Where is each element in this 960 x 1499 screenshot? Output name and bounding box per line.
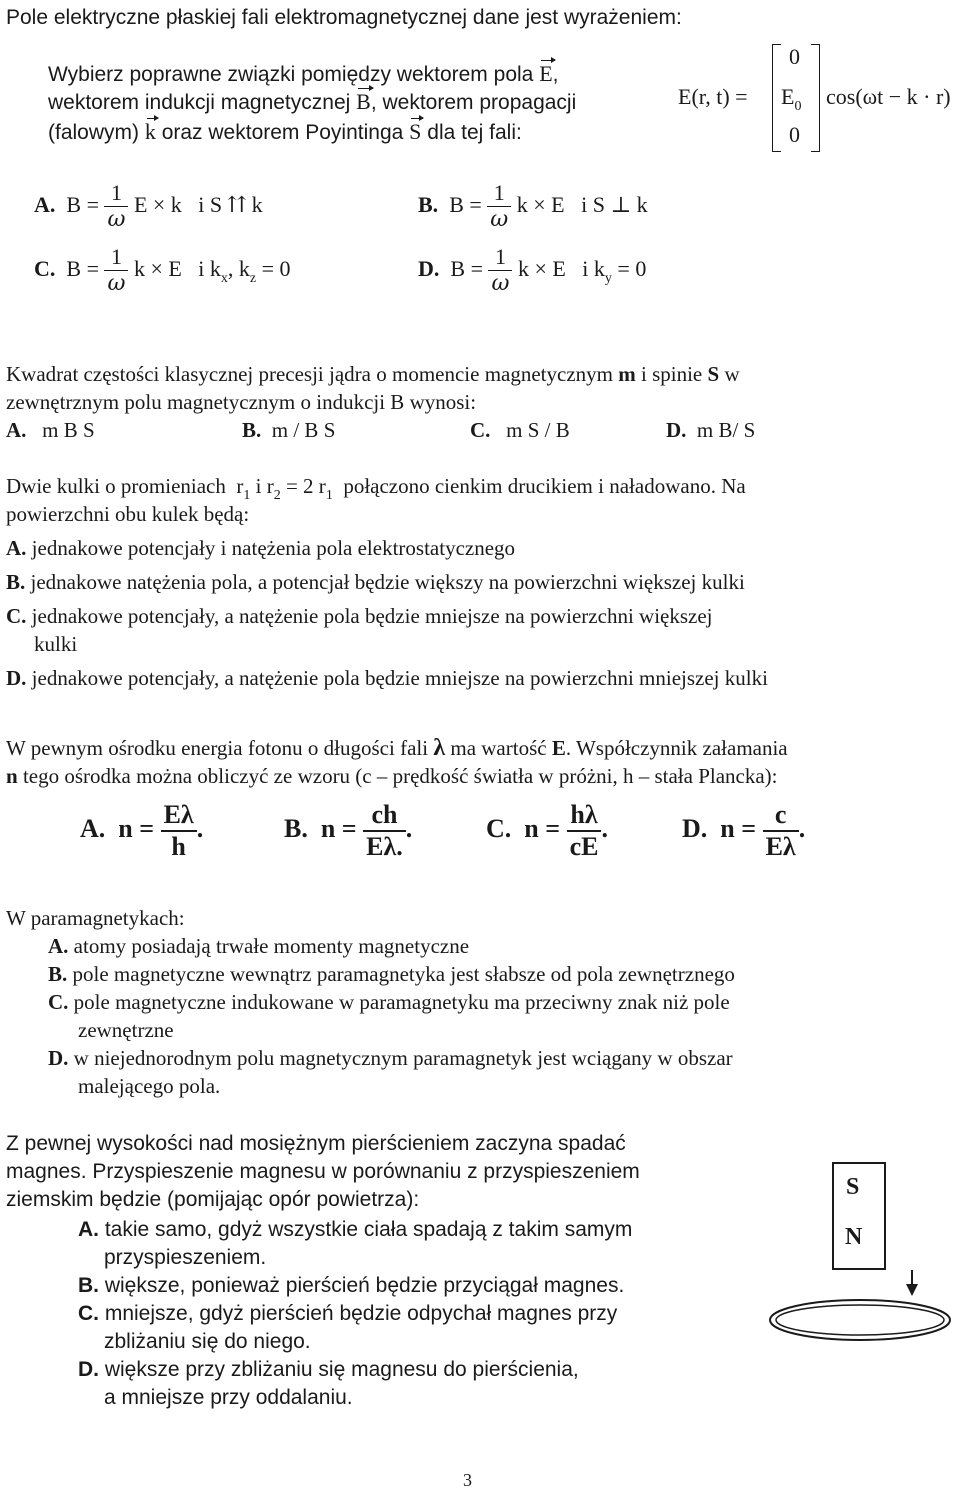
q5-option-c: C. pole magnetyczne indukowane w paramagnetyku ma przeciwny znak niż pole xyxy=(48,990,730,1014)
q4-line-1: W pewnym ośrodku energia fotonu o długości fali λ ma wartość E. Współczynnik załamania xyxy=(6,735,788,761)
magnet-pole-top: S xyxy=(846,1174,860,1200)
q6-option-c-cont: zbliżaniu się do niego. xyxy=(104,1330,311,1353)
ring-outer xyxy=(770,1300,950,1340)
q1-heading: Pole elektryczne płaskiej fali elektromagnetycznej dane jest wyrażeniem: xyxy=(6,6,682,29)
q1-option-d: D. B = $\frac{1}{\omega}$ k × E i $k_y = 0$ xyxy=(418,244,647,296)
matrix-entry-1: 0 xyxy=(789,44,800,69)
q6-line-3: ziemskim będzie (pomijając opór powietrza): xyxy=(6,1188,420,1211)
q5-heading: W paramagnetykach: xyxy=(6,906,185,930)
q4-option-d: D. n = $\frac{c}{E\lambda}$ . xyxy=(682,800,806,861)
q3-line-2: powierzchni obu kulek będą: xyxy=(6,502,250,526)
formula-lhs: E(r, t) = xyxy=(678,84,748,109)
q6-line-2: magnes. Przyspieszenie magnesu w porównaniu z przyspieszeniem xyxy=(6,1160,640,1183)
matrix-entry-2: $E_0$ xyxy=(781,84,802,114)
q4-line-2: n tego ośrodka można obliczyć ze wzoru (c – prędkość światła w próżni, h – stała Plancka): xyxy=(6,764,778,788)
q6-option-a: A. takie samo, gdyż wszystkie ciała spadają z takim samym xyxy=(78,1218,633,1241)
q3-option-c: C. jednakowe potencjały, a natężenie pola będzie mniejsze na powierzchni większej xyxy=(6,604,713,628)
q3-option-c-cont: kulki xyxy=(34,632,78,656)
q6-option-d: D. większe przy zbliżaniu się magnesu do pierścienia, xyxy=(78,1358,579,1381)
drop-arrow-head xyxy=(906,1284,918,1296)
q2-option-a: A. m B S xyxy=(6,418,95,442)
q1-option-b: B. B = $\frac{1}{\omega}$ k × E i S ⊥ k xyxy=(418,180,648,232)
ring-inner xyxy=(776,1305,944,1335)
q6-option-d-cont: a mniejsze przy oddalaniu. xyxy=(104,1386,353,1409)
q3-option-a: A. jednakowe potencjały i natężenia pola elektrostatycznego xyxy=(6,536,516,560)
formula-rhs: cos(ωt − k · r) xyxy=(826,84,951,109)
q6-option-c: C. mniejsze, gdyż pierścień będzie odpychał magnes przy xyxy=(78,1302,618,1325)
q6-option-a-cont: przyspieszeniem. xyxy=(104,1246,267,1269)
q5-option-b: B. pole magnetyczne wewnątrz paramagnetyka jest słabsze od pola zewnętrznego xyxy=(48,962,735,986)
q1-option-c: C. B = $\frac{1}{\omega}$ k × E i $k_x$, $k_z = 0$ xyxy=(34,244,291,296)
q6-option-b: B. większe, ponieważ pierścień będzie przyciągał magnes. xyxy=(78,1274,625,1297)
q4-option-a: A. n = $\frac{E\lambda}{h}$ . xyxy=(80,800,204,861)
q3-line-1: Dwie kulki o promieniach $r_1$ i $r_2 = 2$ $r_1$ połączono cienkim drucikiem i naładowano. Na xyxy=(6,474,746,503)
q2-option-d: D. m B/ S xyxy=(666,418,756,442)
q4-option-c: C. n = $\frac{h\lambda}{cE}$ . xyxy=(486,800,608,861)
q4-option-b: B. n = $\frac{ch}{E\lambda.}$ . xyxy=(284,800,413,861)
vector-B: B xyxy=(356,89,371,114)
vector-k: k xyxy=(144,119,156,144)
magnet-ring-svg xyxy=(760,1270,960,1350)
q3-option-b: B. jednakowe natężenia pola, a potencjał będzie większy na powierzchni większej kulki xyxy=(6,570,745,594)
q2-option-c: C. m S / B xyxy=(470,418,570,442)
q1-line-2: wektorem indukcji magnetycznej B, wektorem propagacji xyxy=(48,89,577,114)
q5-option-c-cont: zewnętrzne xyxy=(78,1018,174,1042)
q2-line-1: Kwadrat częstości klasycznej precesji jądra o momencie magnetycznym m i spinie S w xyxy=(6,362,740,386)
q5-option-d: D. w niejednorodnym polu magnetycznym paramagnetyk jest wciągany w obszar xyxy=(48,1046,733,1070)
q1-option-a: A. B = $\frac{1}{\omega}$ E × k i S ⇈ k xyxy=(34,180,263,232)
formula-matrix xyxy=(772,44,820,152)
q5-option-d-cont: malejącego pola. xyxy=(78,1074,221,1098)
magnet-pole-bottom: N xyxy=(845,1224,863,1250)
q6-line-1: Z pewnej wysokości nad mosiężnym pierścieniem zaczyna spadać xyxy=(6,1132,626,1155)
q1-line-3: (falowym) k oraz wektorem Poyintinga S dla tej fali: xyxy=(48,119,522,144)
q2-line-2: zewnętrznym polu magnetycznym o indukcji B wynosi: xyxy=(6,390,477,414)
matrix-entry-3: 0 xyxy=(789,122,800,147)
vector-S: S xyxy=(409,119,422,144)
q5-option-a: A. atomy posiadają trwałe momenty magnetyczne xyxy=(48,934,470,958)
q2-option-b: B. m / B S xyxy=(242,418,336,442)
page-number: 3 xyxy=(463,1470,472,1490)
vector-E: E xyxy=(539,61,553,86)
q1-line-1: Wybierz poprawne związki pomiędzy wektorem pola E, xyxy=(48,61,559,86)
q3-option-d: D. jednakowe potencjały, a natężenie pola będzie mniejsze na powierzchni mniejszej kulki xyxy=(6,666,768,690)
